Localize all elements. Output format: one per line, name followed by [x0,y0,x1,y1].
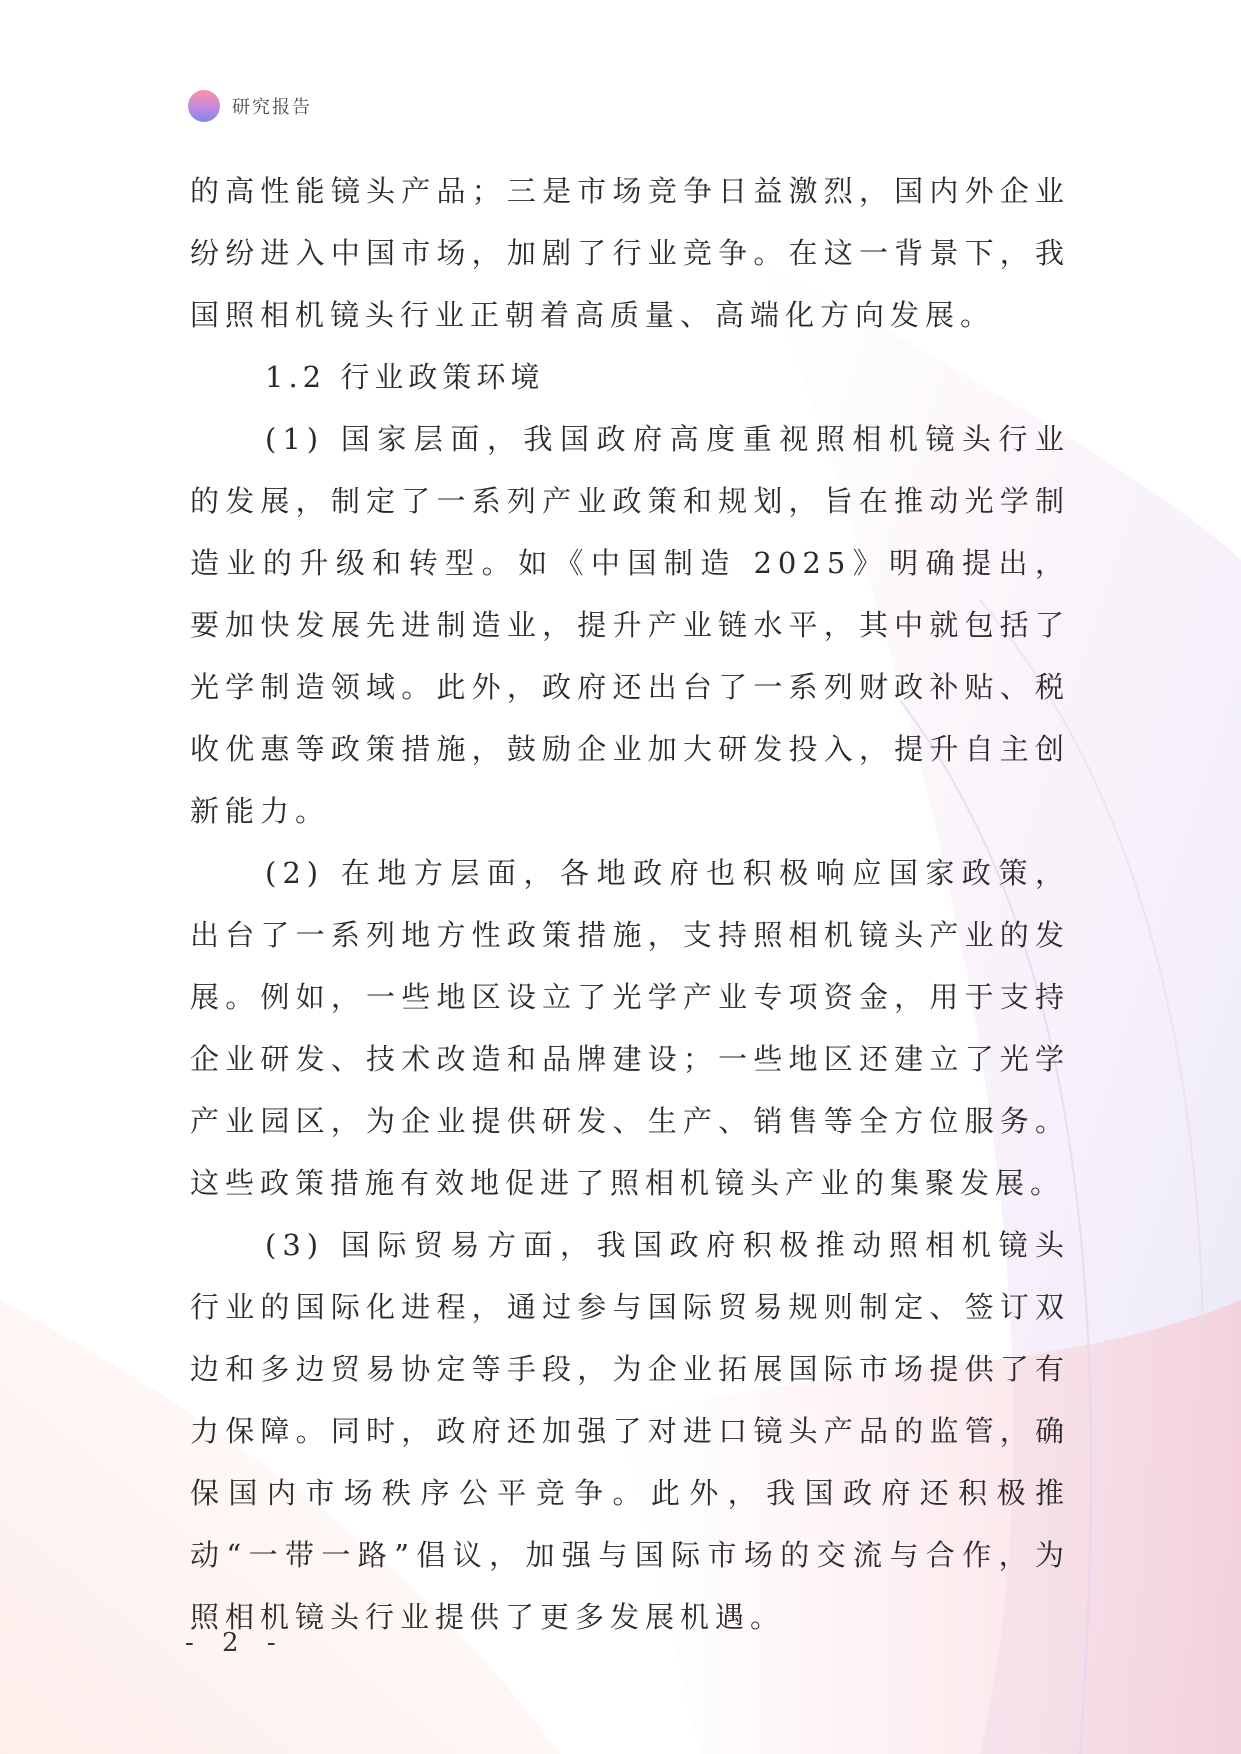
logo-circle-icon [188,90,220,122]
report-header [188,90,312,122]
paragraph-local-level: (2) 在地方层面，各地政府也积极响应国家政策，出台了一系列地方性政策措施，支持照相机镜头产业的发展。例如，一些地区设立了光学产业专项资金，用于支持企业研发、技术改造和品牌建设；一些地区还建立了光学产业园区，为企业提供研发、生产、销售等全方位服务。这些政策措施有效地促进了照相机镜头产业的集聚发展。 [190,856,1070,1200]
paragraph-national-level: (1) 国家层面，我国政府高度重视照相机镜头行业的发展，制定了一系列产业政策和规划，旨在推动光学制造业的升级和转型。如《中国制造 2025》明确提出，要加快发展先进制造业，提升产业链水平，其中就包括了光学制造领域。此外，政府还出台了一系列财政补贴、税收优惠等政策措施，鼓励企业加大研发投入，提升自主创新能力。 [190,422,1070,828]
section-heading: 1.2 行业政策环境 [265,360,545,394]
intro-paragraph: 的高性能镜头产品；三是市场竞争日益激烈，国内外企业纷纷进入中国市场，加剧了行业竞争。在这一背景下，我国照相机镜头行业正朝着高质量、高端化方向发展。 [190,174,1070,332]
page-number: - 2 - [185,1628,286,1658]
paragraph-international-trade: (3) 国际贸易方面，我国政府积极推动照相机镜头行业的国际化进程，通过参与国际贸易规则制定、签订双边和多边贸易协定等手段，为企业拓展国际市场提供了有力保障。同时，政府还加强了对进口镜头产品的监管，确保国内市场秩序公平竞争。此外，我国政府还积极推动“一带一路”倡议，加强与国际市场的交流与合作，为照相机镜头行业提供了更多发展机遇。 [190,1228,1070,1634]
header-title: 研究报告 [232,97,312,118]
document-body [190,160,1070,1648]
